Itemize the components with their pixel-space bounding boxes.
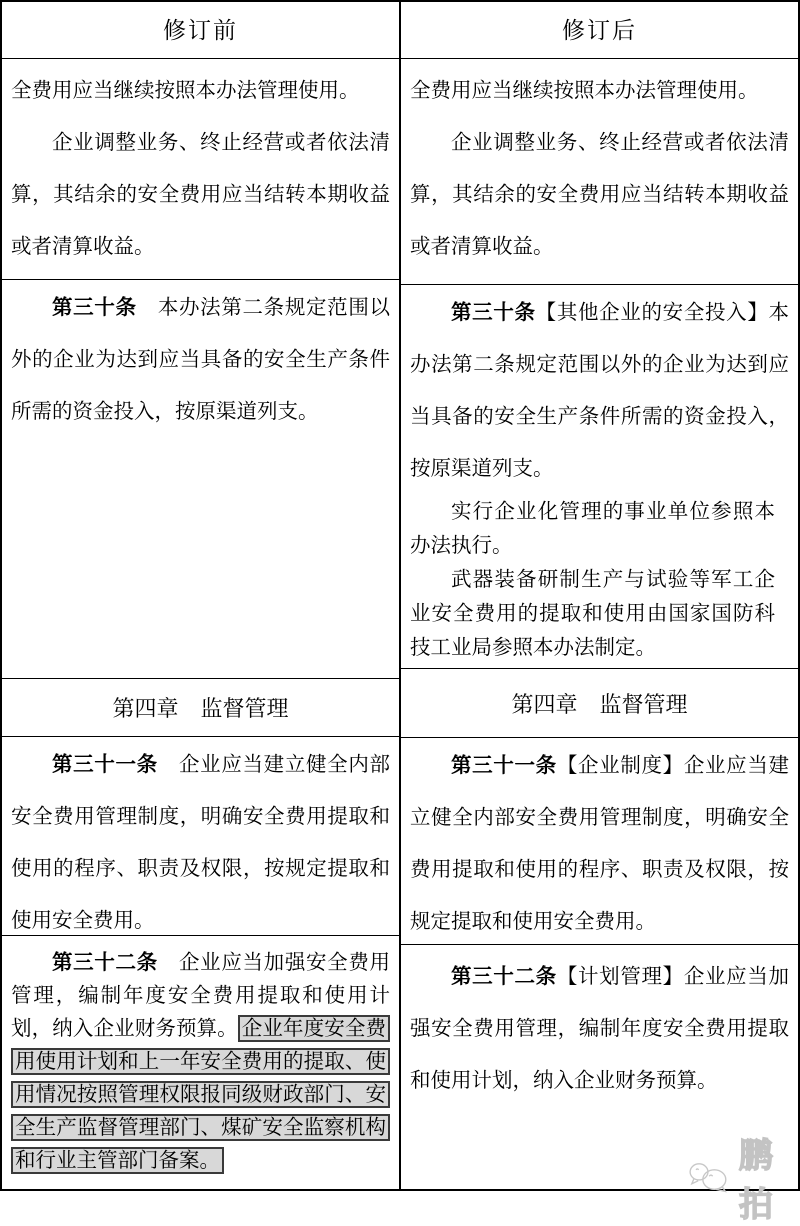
cell-before-article-31 bbox=[2, 737, 399, 936]
article-31-number: 第三十一条 bbox=[52, 753, 158, 776]
paragraph-carryover-continuation-after: 全费用应当继续按照本办法管理使用。 bbox=[410, 79, 759, 102]
cell-after-chapter-4-heading bbox=[401, 669, 798, 738]
chapter-4-heading-before: 第四章 监督管理 bbox=[112, 696, 289, 721]
header-before-revision bbox=[2, 2, 399, 59]
article-32-text-after: 企业应当加强安全费用管理，编制年度安全费用提取和使用计划，纳入企业财务预算。 bbox=[410, 965, 790, 1092]
article-31-number-after: 第三十一条 bbox=[451, 754, 557, 777]
cell-before-carryover-clause bbox=[2, 59, 399, 280]
article-30-number-after: 第三十条 bbox=[451, 301, 536, 324]
article-30-number: 第三十条 bbox=[52, 296, 137, 319]
paragraph-article-32-after bbox=[410, 951, 789, 1107]
article-32-title-bracket: 【计划管理】 bbox=[556, 965, 684, 988]
paragraph-military-enterprises: 武器装备研制生产与试验等军工企业安全费用的提取和使用由国家国防科技工业局参照本办法制定。 bbox=[410, 568, 775, 659]
chapter-4-heading-after: 第四章 监督管理 bbox=[511, 691, 688, 717]
cell-after-article-31 bbox=[401, 738, 798, 945]
column-after-revision bbox=[400, 2, 798, 1189]
paragraph-article-32-before bbox=[11, 946, 390, 1177]
article-30-text: 本办法第二条规定范围以外的企业为达到应当具备的安全生产条件所需的资金投入，按原渠道列支。 bbox=[11, 296, 391, 423]
paragraph-liquidation-clause-after: 企业调整业务、终止经营或者依法清算，其结余的安全费用应当结转本期收益或者清算收益。 bbox=[410, 131, 789, 258]
article-32-number: 第三十二条 bbox=[52, 951, 158, 974]
paragraph-public-institutions: 实行企业化管理的事业单位参照本办法执行。 bbox=[410, 500, 775, 557]
article-30-title-bracket: 【其他企业的安全投入】 bbox=[535, 301, 769, 324]
header-after-label: 修订后 bbox=[562, 16, 637, 43]
paragraph-article-30-before bbox=[11, 282, 390, 438]
article-30-text-after: 本办法第二条规定范围以外的企业为达到应当具备的安全生产条件所需的资金投入，按原渠道列支。 bbox=[410, 301, 790, 480]
cell-before-article-30 bbox=[2, 280, 399, 679]
header-after-revision bbox=[401, 2, 798, 59]
article-31-text: 企业应当建立健全内部安全费用管理制度，明确安全费用提取和使用的程序、职责及权限，按规定提取和使用安全费用。 bbox=[11, 753, 391, 932]
article-31-text-after: 企业应当建立健全内部安全费用管理制度，明确安全费用提取和使用的程序、职责及权限，按规定提取和使用安全费用。 bbox=[410, 754, 790, 933]
article-32-number-after: 第三十二条 bbox=[451, 965, 557, 988]
watermark-text: 鹏拍 bbox=[738, 1137, 775, 1224]
paragraph-article-30-after bbox=[410, 287, 789, 495]
column-before-revision bbox=[2, 2, 400, 1189]
paragraph-liquidation-clause: 企业调整业务、终止经营或者依法清算，其结余的安全费用应当结转本期收益或者清算收益。 bbox=[11, 131, 390, 258]
paragraph-article-31-before bbox=[11, 739, 390, 936]
cell-before-article-32 bbox=[2, 936, 399, 1189]
cell-before-chapter-4-heading bbox=[2, 679, 399, 737]
cell-after-article-30 bbox=[401, 285, 798, 669]
article-32-highlighted-deleted-text: 企业年度安全费用使用计划和上一年安全费用的提取、使用情况按照管理权限报同级财政部门、安全生产监督管理部门、煤矿安全监察机构和行业主管部门备案。 bbox=[11, 1015, 390, 1174]
article-32-text: 企业应当加强安全费用管理，编制年度安全费用提取和使用计划，纳入企业财务预算。 bbox=[11, 951, 391, 1040]
paragraph-article-31-after bbox=[410, 740, 789, 945]
cell-after-article-32 bbox=[401, 945, 798, 1189]
article-31-title-bracket: 【企业制度】 bbox=[556, 754, 684, 777]
header-before-label: 修订前 bbox=[163, 16, 238, 43]
cell-after-carryover-clause bbox=[401, 59, 798, 285]
paragraph-carryover-continuation: 全费用应当继续按照本办法管理使用。 bbox=[11, 79, 360, 102]
